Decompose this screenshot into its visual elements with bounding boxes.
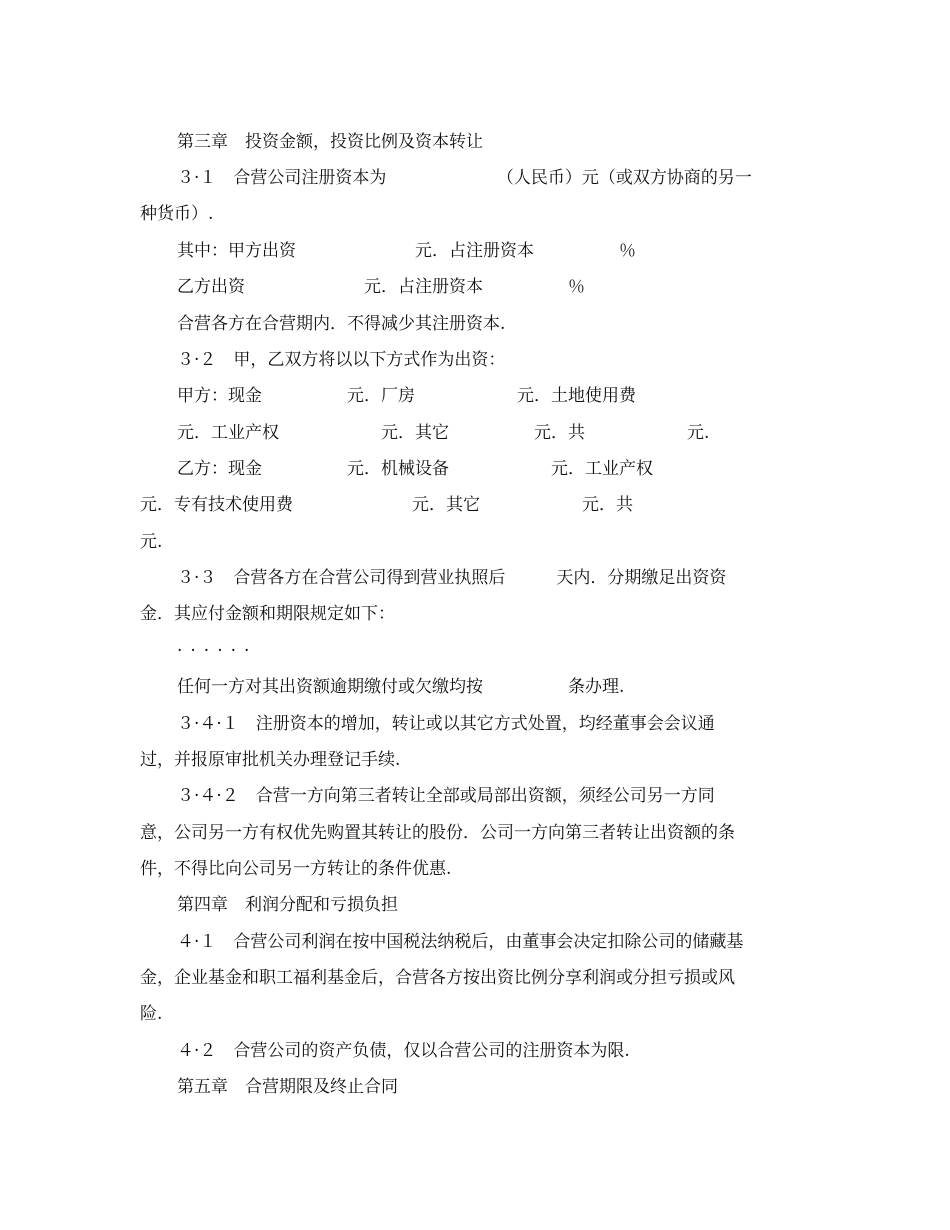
party-a-contribution-line-1: 甲方：现金 元．厂房 元．土地使用费	[177, 386, 636, 406]
clause-3-3-line-1: ３·３ 合营各方在合营公司得到营业执照后 天内．分期缴足出资资	[177, 568, 727, 588]
clause-3-1-line-1: ３·１ 合营公司注册资本为 （人民币）元（或双方协商的另一	[177, 168, 752, 188]
clause-4-1-line-2: 金，企业基金和职工福利基金后，合营各方按出资比例分享利润或分担亏损或风	[140, 968, 735, 988]
clause-3-3-line-2: 金．其应付金额和期限规定如下：	[140, 604, 395, 624]
capital-no-reduction-line: 合营各方在合营期内．不得减少其注册资本.	[177, 314, 506, 334]
party-b-contribution-line-3: 元.	[140, 532, 163, 552]
clause-4-1-line-3: 险.	[140, 1004, 163, 1024]
clause-3-1-line-2: 种货币）.	[140, 204, 214, 224]
clause-3-2-line: ３·２ 甲，乙双方将以以下方式作为出资：	[177, 350, 506, 370]
clause-3-4-2-line-1: ３·４·２ 合营一方向第三者转让全部或局部出资额，须经公司另一方同	[177, 786, 715, 806]
chapter-4-heading: 第四章 利润分配和亏损负担	[177, 895, 398, 915]
party-a-capital-line: 其中：甲方出资 元．占注册资本 ％	[177, 241, 636, 261]
clause-4-1-line-1: ４·１ 合营公司利润在按中国税法纳税后，由董事会决定扣除公司的储藏基	[177, 932, 744, 952]
clause-3-4-2-line-3: 件，不得比向公司另一方转让的条件优惠.	[140, 859, 452, 879]
party-a-contribution-line-2: 元．工业产权 元．其它 元．共 元.	[177, 423, 710, 443]
clause-4-2-line: ４·２ 合营公司的资产负债，仅以合营公司的注册资本为限.	[177, 1041, 630, 1061]
party-b-capital-line: 乙方出资 元．占注册资本 ％	[177, 277, 585, 297]
party-b-contribution-line-2: 元．专有技术使用费 元．其它 元．共	[140, 495, 633, 515]
party-b-contribution-line-1: 乙方：现金 元．机械设备 元．工业产权	[177, 459, 653, 479]
clause-3-4-1-line-2: 过，并报原审批机关办理登记手续.	[140, 750, 401, 770]
clause-3-4-1-line-1: ３·４·１ 注册资本的增加，转让或以其它方式处置，均经董事会会议通	[177, 714, 715, 734]
ellipsis-dots: ······	[177, 641, 258, 661]
overdue-payment-line: 任何一方对其出资额逾期缴付或欠缴均按 条办理.	[177, 677, 625, 697]
chapter-3-heading: 第三章 投资金额，投资比例及资本转让	[177, 132, 483, 152]
chapter-5-heading: 第五章 合营期限及终止合同	[177, 1077, 398, 1097]
clause-3-4-2-line-2: 意，公司另一方有权优先购置其转让的股份．公司一方向第三者转让出资额的条	[140, 823, 735, 843]
